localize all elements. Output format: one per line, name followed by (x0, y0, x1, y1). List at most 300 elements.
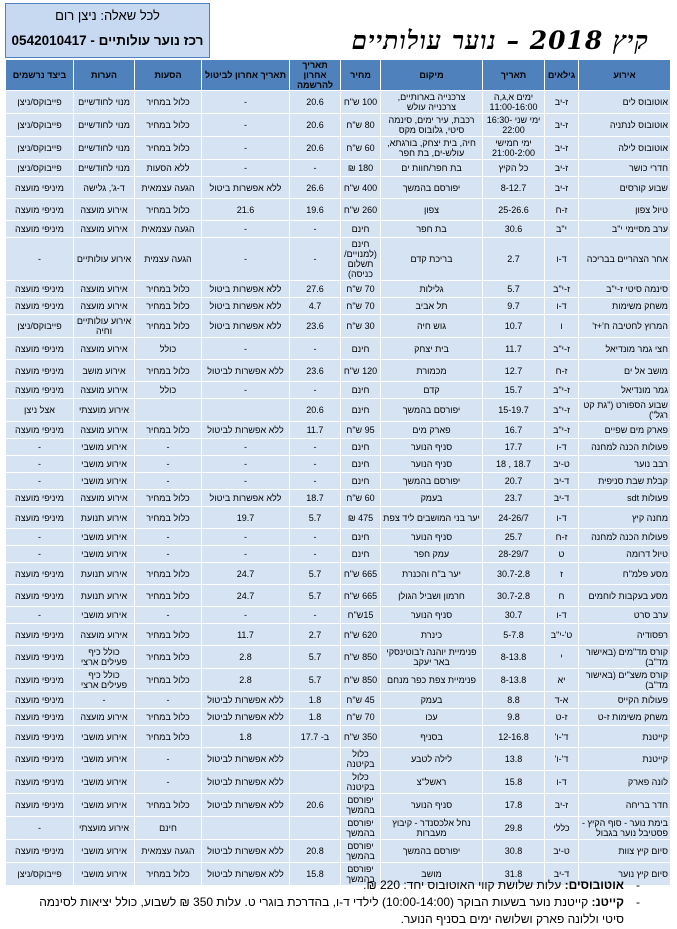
cell-date: 30.7-2.8 (483, 563, 545, 585)
cell-cancel-deadline: ללא אפשרות ביטול (202, 298, 290, 315)
cell-transport: חינם (135, 817, 202, 840)
cell-ages: כללי (545, 817, 579, 840)
cell-cancel-deadline: 2.8 (202, 669, 290, 692)
cell-reg-deadline: - (290, 221, 341, 238)
cell-date: 16.7 (483, 422, 545, 439)
cell-price: 45 ש"ח (341, 692, 381, 709)
table-row (6, 709, 671, 726)
cell-notes: אירוע מועצה (74, 624, 135, 646)
cell-registration: פייבוקס/ניצן (6, 114, 74, 137)
cell-location: יער בני המושבים ליד צפת (381, 507, 483, 529)
cell-cancel-deadline: ללא אפשרות ביטול (202, 281, 290, 298)
cell-ages: ז-יב (545, 794, 579, 817)
cell-price: חינם (341, 546, 381, 563)
cell-location: קדם (381, 382, 483, 399)
cell-event: לונה פארק (579, 771, 671, 794)
cell-ages: ט-יב (545, 456, 579, 473)
cell-cancel-deadline: ללא אפשרות לביטול (202, 692, 290, 709)
cell-price: 850 ש"ח (341, 669, 381, 692)
cell-notes: אירוע מושבי (74, 794, 135, 817)
cell-registration: מיניפי מועצה (6, 177, 74, 199)
cell-location: כינרת (381, 624, 483, 646)
cell-event: טיול דרומה (579, 546, 671, 563)
cell-registration: מיניפי מועצה (6, 669, 74, 692)
column-header-cancel-deadline: תאריך אחרון לביטול (202, 60, 290, 91)
cell-location: חרמון ושביל הגולן (381, 585, 483, 607)
cell-registration: מיניפי מועצה (6, 221, 74, 238)
cell-notes: אירוע מושבי (74, 473, 135, 490)
table-row (6, 338, 671, 360)
contact-name: לכל שאלה: ניצן רום (55, 8, 160, 23)
cell-transport: כלול במחיר (135, 91, 202, 114)
cell-registration: מיניפי מועצה (6, 646, 74, 669)
cell-transport: - (135, 473, 202, 490)
cell-event: קבלת שבת סניפית (579, 473, 671, 490)
note-camp (20, 894, 640, 928)
cell-reg-deadline (290, 817, 341, 840)
cell-event: רבב נוער (579, 456, 671, 473)
cell-transport: כלול במחיר (135, 863, 202, 886)
cell-ages: י (545, 646, 579, 669)
table-row (6, 160, 671, 177)
cell-ages: ד-ו (545, 607, 579, 624)
cell-registration: מיניפי מועצה (6, 490, 74, 507)
cell-date: 10.7 (483, 315, 545, 338)
cell-price: חינם (341, 221, 381, 238)
cell-location: יפורסם בהמשך (381, 840, 483, 863)
cell-registration: מיניפי מועצה (6, 360, 74, 382)
column-header-transport: הסעות (135, 60, 202, 91)
cell-location: מכמורת (381, 360, 483, 382)
cell-event: בימת נוער - סוף הקיץ - פסטיבל נוער בגבול (579, 817, 671, 840)
cell-notes: מנוי לחודשיים (74, 91, 135, 114)
cell-ages: ד-ו (545, 771, 579, 794)
cell-date: ימי שני 16:30-22:00 (483, 114, 545, 137)
cell-registration: פייבוקס/ניצן (6, 160, 74, 177)
cell-registration: פייבוקס/ניצן (6, 863, 74, 886)
cell-location: סניף הנוער (381, 794, 483, 817)
cell-transport: הגעה עצמאית (135, 221, 202, 238)
cell-registration: פייבוקס/ניצן (6, 137, 74, 160)
cell-registration: - (6, 529, 74, 546)
table-row (6, 399, 671, 422)
cell-cancel-deadline: - (202, 91, 290, 114)
cell-price: יפורסם בהמשך (341, 840, 381, 863)
cell-date: 5-7.8 (483, 624, 545, 646)
cell-reg-deadline: 1.8 (290, 692, 341, 709)
cell-reg-deadline: 19.6 (290, 199, 341, 221)
cell-reg-deadline: ב- 17.7 (290, 726, 341, 748)
note-buses-label: אוטובוסים: (564, 878, 624, 892)
cell-location: בעמק (381, 490, 483, 507)
cell-location: בריכת קדם (381, 238, 483, 281)
cell-date: 8.8 (483, 692, 545, 709)
cell-event: אוטובוס לים (579, 91, 671, 114)
cell-location: יפורסם בהמשך (381, 177, 483, 199)
cell-cancel-deadline: - (202, 546, 290, 563)
cell-price: 850 ש"ח (341, 646, 381, 669)
table-row (6, 91, 671, 114)
cell-registration: מיניפי מועצה (6, 382, 74, 399)
cell-transport: כלול במחיר (135, 422, 202, 439)
cell-ages: ז-ח (545, 529, 579, 546)
cell-transport: - (135, 529, 202, 546)
cell-event: סיום קיץ נוער (579, 863, 671, 886)
cell-cancel-deadline: 21.6 (202, 199, 290, 221)
cell-transport: - (135, 456, 202, 473)
cell-cancel-deadline: - (202, 439, 290, 456)
cell-registration: - (6, 546, 74, 563)
cell-event: המרוץ לחטיבה ח'+ז' (579, 315, 671, 338)
cell-date: 31.8 (483, 863, 545, 886)
table-row (6, 114, 671, 137)
cell-cancel-deadline: - (202, 238, 290, 281)
cell-transport: כולל (135, 338, 202, 360)
cell-notes: אירוע מושבי (74, 529, 135, 546)
cell-registration: - (6, 607, 74, 624)
table-row (6, 585, 671, 607)
cell-transport: כלול במחיר (135, 315, 202, 338)
column-header-notes: הערות (74, 60, 135, 91)
cell-location: נחל אלכסנדר - קיבוץ מעברות (381, 817, 483, 840)
cell-date: 13.8 (483, 748, 545, 771)
cell-cancel-deadline: ללא אפשרות לביטול (202, 748, 290, 771)
cell-price: יפורסם בהמשך (341, 863, 381, 886)
note-buses-text: עלות שלושת קווי האוטובוס יחד: 220 ₪. (363, 878, 565, 892)
cell-reg-deadline: 20.6 (290, 794, 341, 817)
cell-notes: כולל כיף פעילים ארצי (74, 669, 135, 692)
cell-notes: אירוע מושבי (74, 456, 135, 473)
table-row (6, 439, 671, 456)
cell-transport: כלול במחיר (135, 114, 202, 137)
cell-registration: מיניפי מועצה (6, 298, 74, 315)
cell-cancel-deadline: - (202, 382, 290, 399)
table-row (6, 298, 671, 315)
cell-reg-deadline: 4.7 (290, 298, 341, 315)
cell-ages: ז-יב (545, 91, 579, 114)
cell-ages: ד-יב (545, 863, 579, 886)
cell-price: 665 ש"ח (341, 563, 381, 585)
cell-price: 15ש"ח (341, 607, 381, 624)
cell-reg-deadline: - (290, 382, 341, 399)
cell-price: יפורסם בהמשך (341, 817, 381, 840)
cell-registration: - (6, 817, 74, 840)
schedule-table (5, 59, 671, 886)
cell-registration: מיניפי מועצה (6, 199, 74, 221)
cell-cancel-deadline: - (202, 473, 290, 490)
cell-cancel-deadline: 11.7 (202, 624, 290, 646)
cell-ages: ז-יב (545, 114, 579, 137)
cell-date: 29.8 (483, 817, 545, 840)
cell-cancel-deadline: ללא אפשרות לביטול (202, 863, 290, 886)
cell-event: סינמה סיטי ז-י"ב (579, 281, 671, 298)
table-row (6, 646, 671, 669)
cell-cancel-deadline: - (202, 160, 290, 177)
cell-location: גוש חיה (381, 315, 483, 338)
cell-reg-deadline: - (290, 529, 341, 546)
table-row (6, 422, 671, 439)
cell-transport: - (135, 692, 202, 709)
table-row (6, 315, 671, 338)
cell-event: חדרי כושר (579, 160, 671, 177)
cell-cancel-deadline: ללא אפשרות לביטול (202, 840, 290, 863)
table-row (6, 529, 671, 546)
cell-price: 70 ש"ח (341, 281, 381, 298)
cell-location: עמק חפר (381, 546, 483, 563)
cell-reg-deadline: - (290, 473, 341, 490)
cell-date: 9.8 (483, 709, 545, 726)
cell-price: חינם (341, 456, 381, 473)
cell-registration: מיניפי מועצה (6, 624, 74, 646)
cell-price: חינם (341, 473, 381, 490)
cell-price: 475 ₪ (341, 507, 381, 529)
cell-reg-deadline: 5.7 (290, 563, 341, 585)
cell-registration: פייבוקס/ניצן (6, 315, 74, 338)
cell-location: יפורסם בהמשך (381, 399, 483, 422)
cell-transport: - (135, 771, 202, 794)
cell-date: 30.6 (483, 221, 545, 238)
cell-cancel-deadline: 24.7 (202, 563, 290, 585)
cell-date: 12.7 (483, 360, 545, 382)
cell-notes: אירוע מועצה (74, 298, 135, 315)
cell-location: בעמק (381, 692, 483, 709)
cell-cancel-deadline: ללא אפשרות לביטול (202, 771, 290, 794)
cell-transport: כולל (135, 382, 202, 399)
table-row (6, 817, 671, 840)
table-row (6, 360, 671, 382)
cell-event: קורס משצ"ים (באישור מד"ב) (579, 669, 671, 692)
cell-location: בת חפר (381, 221, 483, 238)
cell-location: רכבת, עיר ימים, סינמה סיטי, גלובוס מקס (381, 114, 483, 137)
cell-registration: מיניפי מועצה (6, 692, 74, 709)
note-camp-text: קייטנת נוער בשעות הבוקר (10:00-14:00) לילדי ד-ו, בהדרכת בוגרי ט. עלות 350 ₪ לשבוע, כולל יציאות לסינמה סיטי וללונה פארק ושלושה ימים בסניף הנוער. (39, 895, 624, 926)
cell-price: 60 ש"ח (341, 137, 381, 160)
table-row (6, 692, 671, 709)
cell-notes: אירוע מושבי (74, 771, 135, 794)
cell-ages: ד-ו (545, 238, 579, 281)
cell-cancel-deadline: - (202, 529, 290, 546)
cell-location: מושב (381, 863, 483, 886)
cell-location: סניף הנוער (381, 607, 483, 624)
cell-notes: אירוע מועצתי (74, 399, 135, 422)
cell-ages: ז-י"ב (545, 422, 579, 439)
cell-cancel-deadline: 19.7 (202, 507, 290, 529)
cell-transport: - (135, 439, 202, 456)
cell-registration: מיניפי מועצה (6, 422, 74, 439)
cell-transport: - (135, 748, 202, 771)
cell-price: 30 ש"ח (341, 315, 381, 338)
cell-notes: אירוע מועצה (74, 709, 135, 726)
cell-notes: אירוע עולותיים (74, 238, 135, 281)
table-row (6, 238, 671, 281)
cell-price: 260 ש"ח (341, 199, 381, 221)
cell-registration: מיניפי מועצה (6, 840, 74, 863)
cell-registration: - (6, 473, 74, 490)
cell-notes: אירוע מושבי (74, 726, 135, 748)
cell-date: 23.7 (483, 490, 545, 507)
cell-notes: אירוע מועצה (74, 490, 135, 507)
cell-date: כל הקיץ (483, 160, 545, 177)
cell-event: אוטובוס לילה (579, 137, 671, 160)
cell-date: 18.7 , 18 (483, 456, 545, 473)
cell-event: רפסודיה (579, 624, 671, 646)
cell-ages: ז-י"ב (545, 281, 579, 298)
cell-event: פעולות הכנה למחנה (579, 529, 671, 546)
cell-transport: כלול במחיר (135, 360, 202, 382)
cell-reg-deadline: 20.6 (290, 137, 341, 160)
cell-location: צרכנייה בארותיים, צרכנייה עולש (381, 91, 483, 114)
cell-date: 17.8 (483, 794, 545, 817)
cell-price: חינם (341, 439, 381, 456)
cell-reg-deadline: - (290, 238, 341, 281)
cell-price: 350 ש"ח (341, 726, 381, 748)
cell-location: בית יצחק (381, 338, 483, 360)
cell-cancel-deadline: 2.8 (202, 646, 290, 669)
cell-reg-deadline: - (290, 160, 341, 177)
table-header-row (6, 60, 671, 91)
cell-date: 11.7 (483, 338, 545, 360)
cell-notes: אירוע תנועת (74, 585, 135, 607)
cell-ages: ט'-י"ב (545, 624, 579, 646)
cell-reg-deadline: 20.6 (290, 91, 341, 114)
cell-ages: ד-ו (545, 298, 579, 315)
cell-transport: כלול במחיר (135, 624, 202, 646)
cell-notes: אירוע מועצה (74, 281, 135, 298)
cell-price: 400 ש"ח (341, 177, 381, 199)
cell-transport: - (135, 607, 202, 624)
cell-registration: מיניפי מועצה (6, 585, 74, 607)
cell-cancel-deadline: ללא אפשרות ביטול (202, 490, 290, 507)
cell-ages: א-ד (545, 692, 579, 709)
cell-transport: כלול במחיר (135, 199, 202, 221)
cell-notes: אירוע מועצה (74, 221, 135, 238)
cell-location: סניף הנוער (381, 529, 483, 546)
cell-ages: ו (545, 315, 579, 338)
cell-event: מושב אל ים (579, 360, 671, 382)
cell-notes: אירוע מועצה (74, 199, 135, 221)
cell-event: פעולות sdt (579, 490, 671, 507)
cell-reg-deadline: 20.6 (290, 114, 341, 137)
cell-reg-deadline: 1.8 (290, 709, 341, 726)
column-header-location: מיקום (381, 60, 483, 91)
column-header-registration: ביצד נרשמים (6, 60, 74, 91)
cell-cancel-deadline: ללא אפשרות לביטול (202, 422, 290, 439)
cell-reg-deadline: 27.6 (290, 281, 341, 298)
cell-ages: ז-י"ב (545, 338, 579, 360)
cell-ages: ט (545, 546, 579, 563)
cell-notes: אירוע מועצה (74, 422, 135, 439)
table-row (6, 607, 671, 624)
cell-price: חינם (341, 382, 381, 399)
cell-cancel-deadline: - (202, 456, 290, 473)
cell-location: עכו (381, 709, 483, 726)
cell-ages: ז-יב (545, 177, 579, 199)
cell-notes: אירוע מושבי (74, 863, 135, 886)
table-row (6, 546, 671, 563)
table-row (6, 726, 671, 748)
cell-reg-deadline: - (290, 546, 341, 563)
cell-event: חצי גמר מונדיאל (579, 338, 671, 360)
table-row (6, 382, 671, 399)
cell-ages: י"ב (545, 221, 579, 238)
cell-price: 70 ש"ח (341, 709, 381, 726)
cell-reg-deadline: 23.6 (290, 360, 341, 382)
cell-transport: הגעה עצמית (135, 238, 202, 281)
cell-location: בסניף (381, 726, 483, 748)
cell-location: ראשל"צ (381, 771, 483, 794)
cell-cancel-deadline: 24.7 (202, 585, 290, 607)
cell-ages: יא (545, 669, 579, 692)
cell-registration: - (6, 456, 74, 473)
cell-ages: ז-י"ב (545, 382, 579, 399)
cell-registration: - (6, 439, 74, 456)
cell-transport: כלול במחיר (135, 669, 202, 692)
cell-ages: ד-ו (545, 439, 579, 456)
cell-registration: מיניפי מועצה (6, 281, 74, 298)
cell-registration: מיניפי מועצה (6, 726, 74, 748)
cell-registration: מיניפי מועצה (6, 563, 74, 585)
cell-date: 15.7 (483, 382, 545, 399)
cell-price: 95 ש"ח (341, 422, 381, 439)
cell-notes: אירוע תנועת (74, 563, 135, 585)
cell-ages: ט-יב (545, 840, 579, 863)
cell-reg-deadline: 20.6 (290, 399, 341, 422)
cell-reg-deadline: 5.7 (290, 507, 341, 529)
cell-date: 30.8 (483, 840, 545, 863)
cell-location: סניף הנוער (381, 439, 483, 456)
cell-ages: ד-יב (545, 490, 579, 507)
cell-date: 17.7 (483, 439, 545, 456)
table-row (6, 840, 671, 863)
cell-transport: ללא הסעות (135, 160, 202, 177)
cell-cancel-deadline: ללא אפשרות לביטול (202, 794, 290, 817)
cell-event: ערב מסיימי י"ב (579, 221, 671, 238)
cell-reg-deadline (290, 771, 341, 794)
cell-event: סיום קיץ צוות (579, 840, 671, 863)
cell-event: אחר הצהריים בבריכה (579, 238, 671, 281)
cell-date: 20.7 (483, 473, 545, 490)
cell-price: כלול בקיטנה (341, 771, 381, 794)
cell-transport: הגעה עצמאית (135, 177, 202, 199)
cell-cancel-deadline: - (202, 221, 290, 238)
table-row (6, 221, 671, 238)
cell-location: לילה לטבע (381, 748, 483, 771)
cell-price: כלול בקיטנה (341, 748, 381, 771)
note-camp-label: קייטנ: (591, 895, 624, 909)
cell-notes: אירוע מושבי (74, 748, 135, 771)
cell-event: קורס מד"מים (באישור מד"ב) (579, 646, 671, 669)
cell-price: 120 ש"ח (341, 360, 381, 382)
table-row (6, 456, 671, 473)
cell-event: שבוע הספורט ("גת קט רגל") (579, 399, 671, 422)
cell-price: 100 ש"ח (341, 91, 381, 114)
cell-notes: אירוע מושבי (74, 607, 135, 624)
cell-registration: - (6, 238, 74, 281)
contact-phone: רכז נוער עולותיים - 0542010417 (11, 33, 204, 48)
cell-reg-deadline: 11.7 (290, 422, 341, 439)
cell-location: פנימיית צפת כפר מנחם (381, 669, 483, 692)
cell-price: 665 ש"ח (341, 585, 381, 607)
cell-date: 28-29/7 (483, 546, 545, 563)
cell-cancel-deadline (202, 817, 290, 840)
cell-price: חינם (למנויים/ תשלום כניסה) (341, 238, 381, 281)
cell-reg-deadline: 2.7 (290, 624, 341, 646)
cell-date: 25.7 (483, 529, 545, 546)
cell-reg-deadline: 15.8 (290, 863, 341, 886)
cell-location: גלילות (381, 281, 483, 298)
cell-registration: מיניפי מועצה (6, 507, 74, 529)
cell-location: יפורסם בהמשך (381, 473, 483, 490)
